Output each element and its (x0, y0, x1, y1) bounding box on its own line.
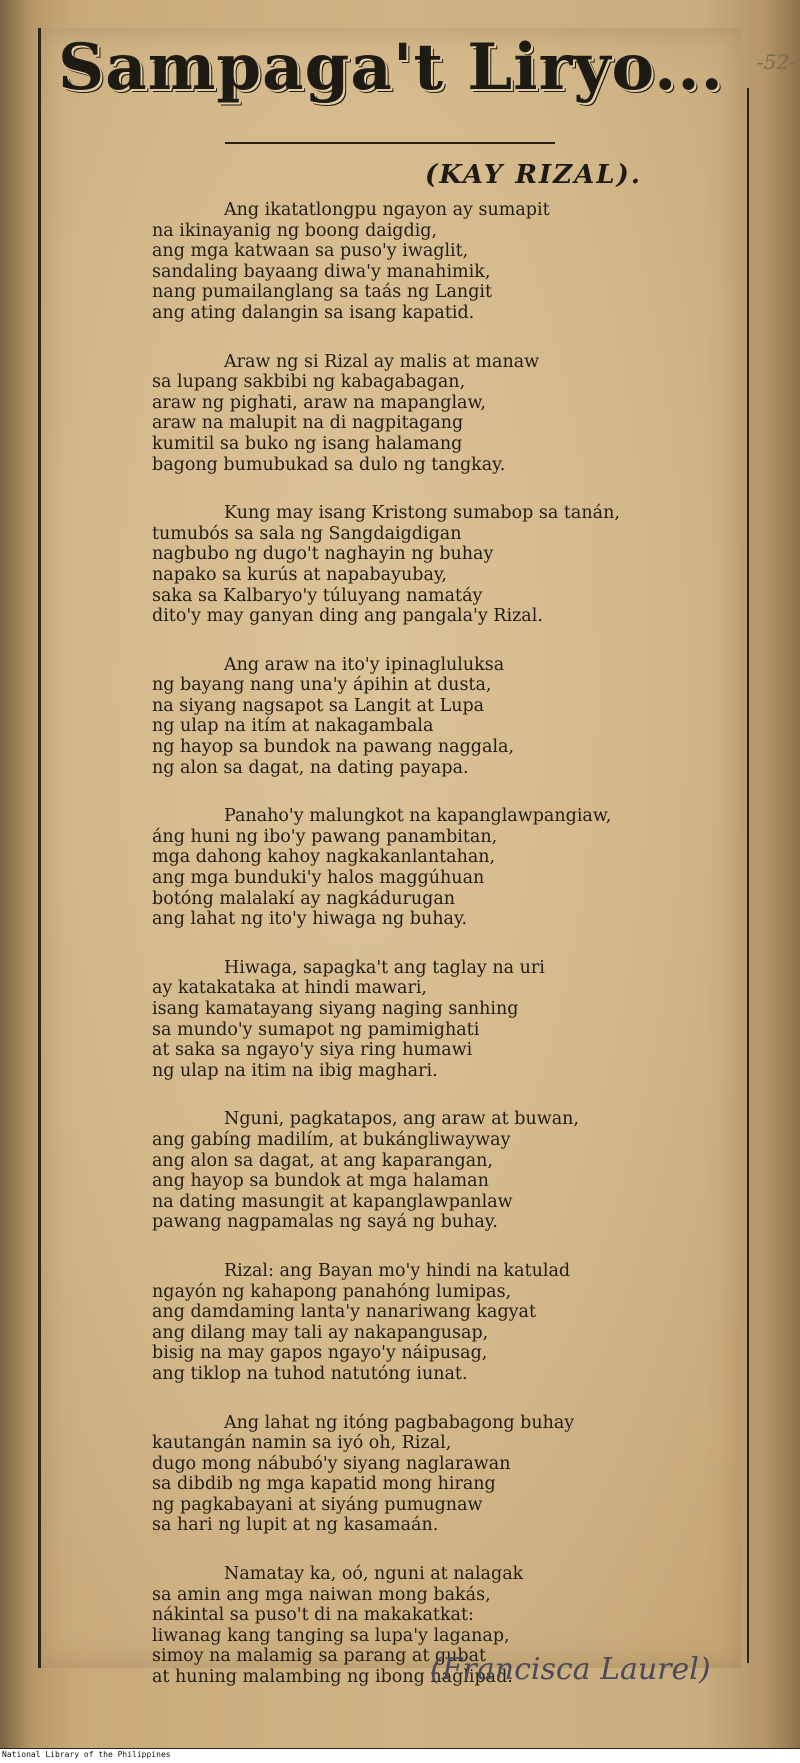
poem-line: Ang araw na ito'y ipinagluluksa (224, 654, 505, 675)
poem-line: mga dahong kahoy nagkakanlantahan, (152, 847, 496, 868)
poem-line: bagong bumubukad sa dulo ng tangkay. (152, 454, 506, 475)
poem-line: Hiwaga, sapagka't ang taglay na uri (224, 957, 545, 978)
poem-line: ang dilang may tali ay nakapangusap, (152, 1322, 489, 1343)
poem-title: Sampaga't Liryo... (58, 30, 724, 105)
poem-line: sa mundo'y sumapot ng pamimighati (152, 1019, 480, 1040)
poem-line: ay katakataka at hindi mawari, (152, 978, 427, 999)
poem-line: pawang nagpamalas ng sayá ng buhay. (152, 1212, 498, 1233)
poem-line: ng pagkabayani at siyáng pumugnaw (152, 1494, 483, 1515)
poem-line: ang mga katwaan sa puso'y iwaglit, (152, 241, 469, 262)
poem-line: sa lupang sakbibi ng kabagabagan, (152, 372, 466, 393)
poem-line: Nguni, pagkatapos, ang araw at buwan, (224, 1109, 579, 1130)
poem-line: Kung may isang Kristong sumabop sa tanán, (224, 503, 620, 524)
poem-line: at saka sa ngayo'y siya ring humawi (152, 1040, 473, 1061)
poem-line: ng bayang nang una'y ápihin at dusta, (152, 675, 492, 696)
poem-line: ang gabíng madilím, at bukángliwayway (152, 1129, 511, 1150)
poem-line: simoy na malamig sa parang at gubat (152, 1646, 487, 1667)
poem-line: na ikinayanig ng boong daigdig, (152, 220, 438, 241)
poem-body (152, 200, 712, 1716)
poem-line: sa dibdib ng mga kapatid mong hirang (152, 1474, 496, 1495)
poem-line: araw ng pighati, araw na mapanglaw, (152, 392, 486, 413)
poem-line: sa hari ng lupit at ng kasamaán. (152, 1515, 439, 1536)
title-divider (225, 142, 555, 144)
poem-line: liwanag kang tanging sa lupa'y laganap, (152, 1625, 510, 1646)
footer-bar (0, 1749, 800, 1763)
stanza (152, 352, 712, 476)
poem-line: araw na malupit na di nagpitagang (152, 413, 464, 434)
poem-line: ng alon sa dagat, na dating payapa. (152, 757, 469, 778)
poem-line: na dating masungit at kapanglawpanlaw (152, 1191, 513, 1212)
poem-line: sandaling bayaang diwa'y manahimik, (152, 261, 491, 282)
page-number: -52- (757, 50, 796, 74)
poem-line: nang pumailanglang sa taás ng Langit (152, 282, 493, 303)
poem-line: ng ulap na itim na ibig maghari. (152, 1060, 438, 1081)
poem-line: at huning malambing ng ibong naglipad. (152, 1667, 513, 1688)
poem-line: Araw ng si Rizal ay malis at manaw (224, 351, 540, 372)
poem-line: ang alon sa dagat, at ang kaparangan, (152, 1150, 493, 1171)
poem-line: ang mga bunduki'y halos maggúhuan (152, 868, 485, 889)
poem-line: ang hayop sa bundok at mga halaman (152, 1171, 489, 1192)
poem-line: na siyang nagsapot sa Langit at Lupa (152, 695, 485, 716)
poem-line: Namatay ka, oó, nguni at nalagak (224, 1564, 524, 1585)
stanza (152, 655, 712, 779)
stanza (152, 1413, 712, 1537)
poem-line: nagbubo ng dugo't naghayin ng buhay (152, 544, 494, 565)
stanza (152, 200, 712, 324)
footer-credit: National Library of the Philippines (2, 1750, 171, 1759)
poem-line: áng huni ng ibo'y pawang panambitan, (152, 826, 498, 847)
poem-line: isang kamatayang siyang naging sanhing (152, 999, 519, 1019)
poem-dedication: (KAY RIZAL). (425, 160, 642, 190)
poem-line: Panaho'y malungkot na kapanglawpangiaw, (224, 806, 612, 827)
poem-line: sa amin ang mga naiwan mong bakás, (152, 1584, 491, 1605)
poem-line: ang lahat ng ito'y hiwaga ng buhay. (152, 909, 468, 930)
poem-line: kumitil sa buko ng isang halamang (152, 433, 463, 454)
stanza (152, 1261, 712, 1385)
poem-line: ng ulap na itím at nakagambala (152, 716, 434, 737)
poem-line: nákintal sa puso't di na makakatkat: (152, 1605, 474, 1626)
stanza (152, 503, 712, 627)
poem-line: kautangán namin sa iyó oh, Rizal, (152, 1433, 452, 1454)
stanza (152, 806, 712, 930)
poem-line: dito'y may ganyan ding ang pangala'y Rizal. (152, 606, 543, 627)
stanza (152, 958, 712, 1082)
poem-line: ang tiklop na tuhod natutóng iunat. (152, 1363, 468, 1384)
poem-line: ngayón ng kahapong panahóng lumipas, (152, 1281, 512, 1302)
poem-line: ang ating dalangin sa isang kapatid. (152, 302, 475, 323)
poem-line: saka sa Kalbaryo'y túluyang namatáy (152, 585, 483, 606)
stanza (152, 1109, 712, 1233)
handwritten-signature: (Francisca Laurel) (430, 1652, 711, 1687)
poem-line: tumubós sa sala ng Sangdaigdigan (152, 523, 462, 544)
poem-line: botóng malalakí ay nagkádurugan (152, 888, 456, 909)
poem-line: Ang lahat ng itóng pagbabagong buhay (224, 1412, 575, 1433)
poem-line: dugo mong nábubó'y siyang naglarawan (152, 1453, 511, 1474)
poem-line: ng hayop sa bundok na pawang naggala, (152, 737, 515, 758)
poem-line: bisig na may gapos ngayo'y náipusag, (152, 1343, 488, 1364)
poem-line: Ang ikatatlongpu ngayon ay sumapit (224, 200, 550, 220)
poem-line: Rizal: ang Bayan mo'y hindi na katulad (224, 1260, 571, 1281)
poem-line: napako sa kurús at napabayubay, (152, 564, 447, 585)
poem-line: ang damdaming lanta'y nanariwang kagyat (152, 1302, 537, 1323)
